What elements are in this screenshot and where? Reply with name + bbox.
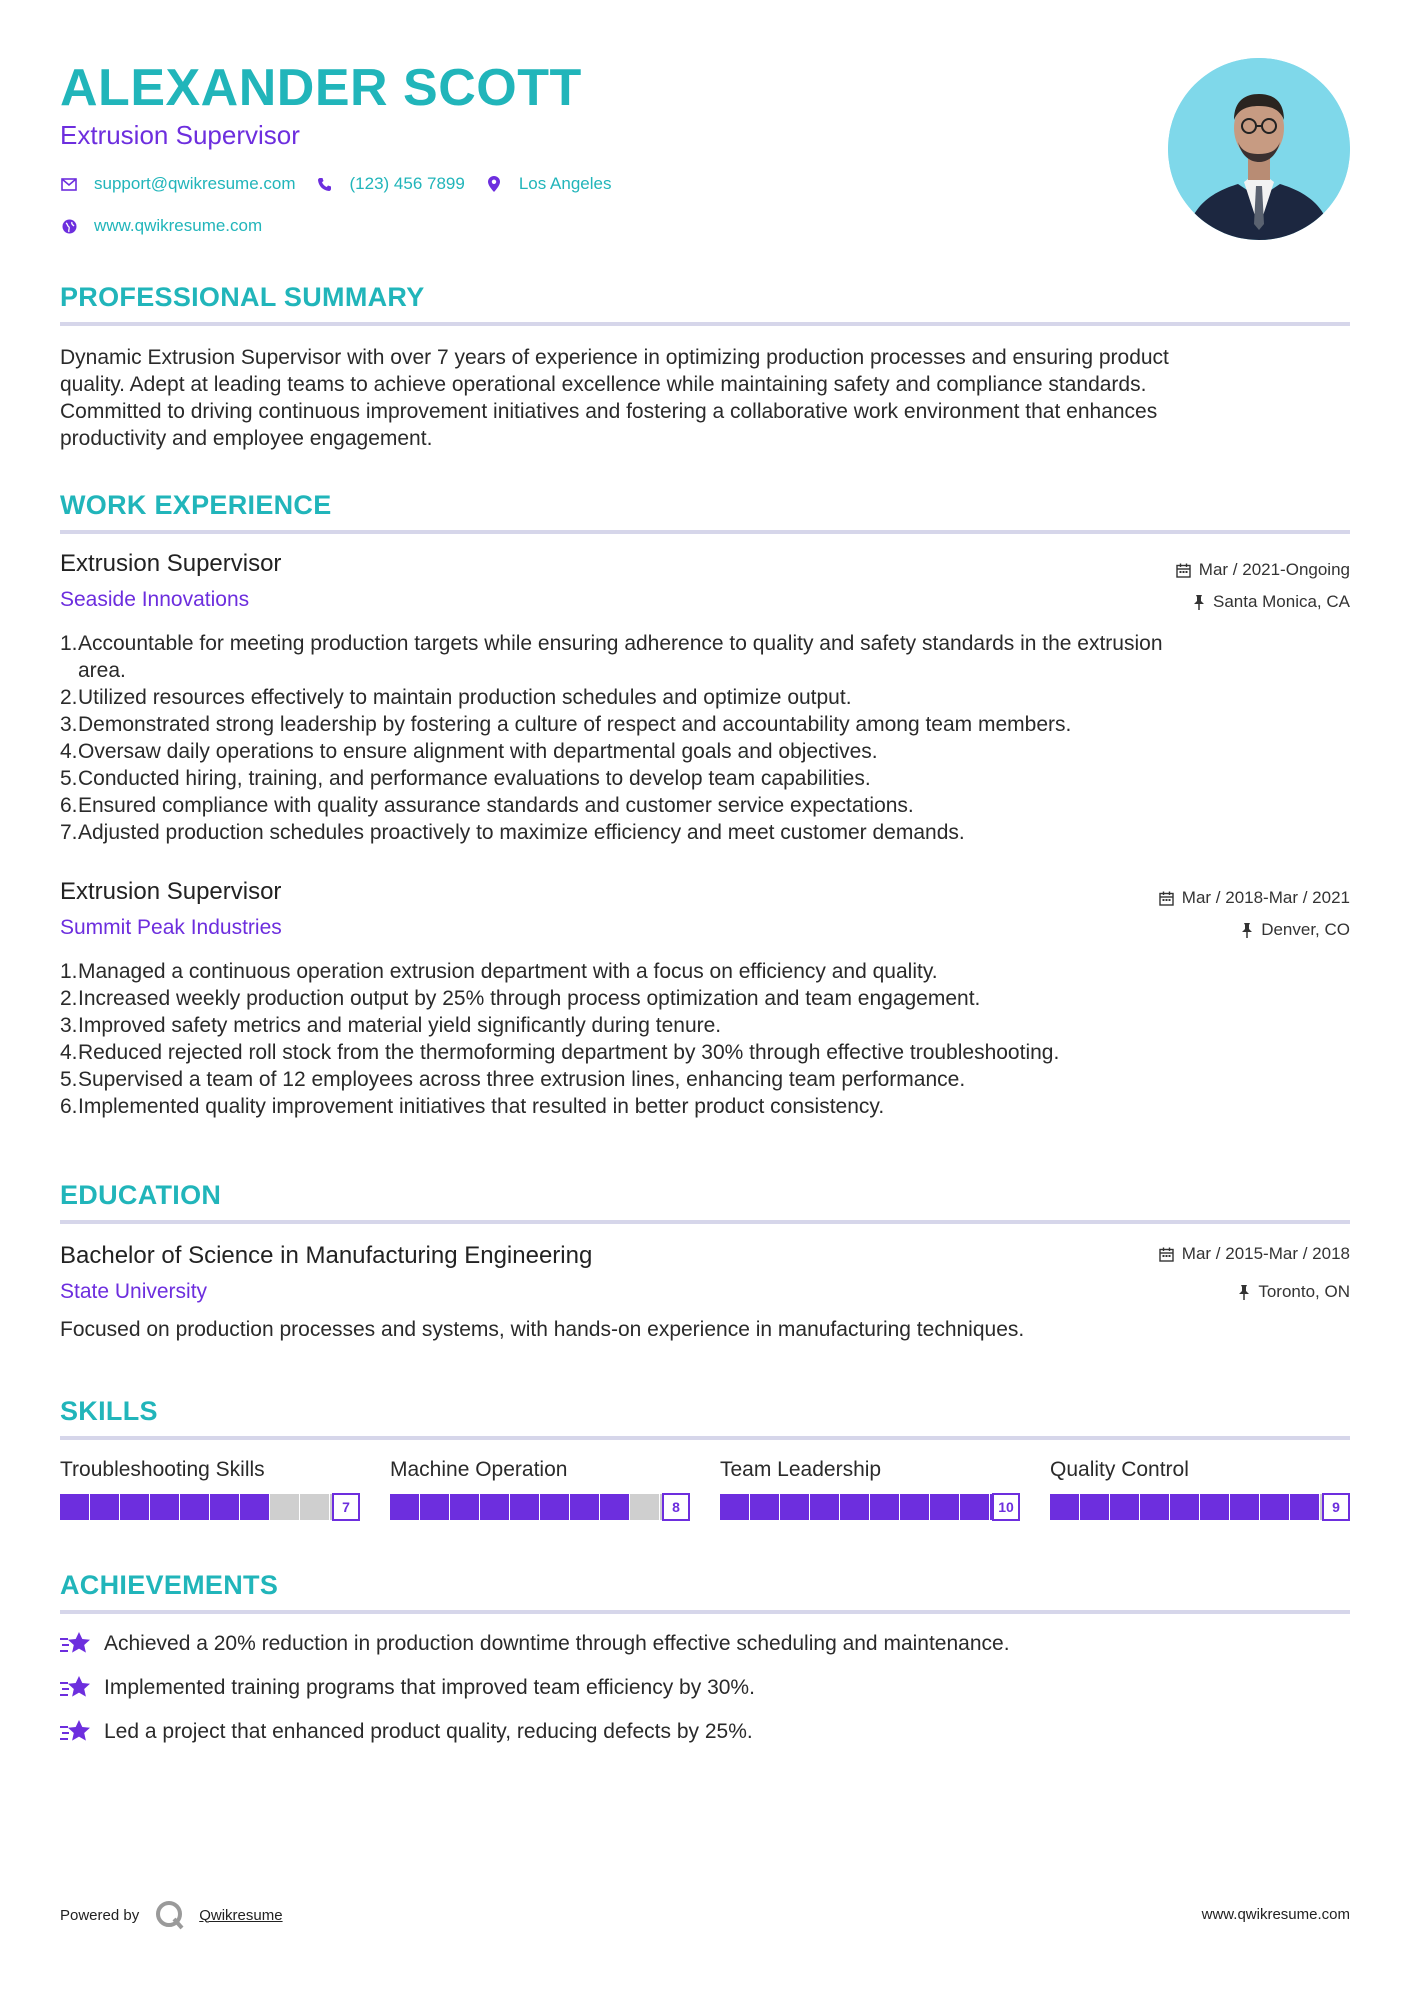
skill-bar — [720, 1494, 1020, 1520]
skill-bar — [60, 1494, 360, 1520]
pushpin-icon — [1193, 595, 1205, 610]
contact-row-secondary — [60, 216, 282, 236]
skill-segment — [1170, 1494, 1199, 1520]
contact-email[interactable]: support@qwikresume.com — [94, 174, 296, 193]
skill-segment — [270, 1494, 299, 1520]
skill-level: 7 — [332, 1493, 360, 1521]
footer-branding — [60, 1900, 283, 1930]
skill-item — [720, 1458, 1020, 1515]
achievement-text: Implemented training programs that improved team efficiency by 30%. — [104, 1676, 755, 1699]
star-icon — [60, 1630, 92, 1658]
education-degree: Bachelor of Science in Manufacturing Engineering — [60, 1242, 593, 1269]
skill-segment — [1200, 1494, 1229, 1520]
achievement-text: Achieved a 20% reduction in production downtime through effective scheduling and maintenance. — [104, 1632, 1010, 1655]
job-company: Seaside Innovations — [60, 588, 250, 611]
job-title: Extrusion Supervisor — [60, 550, 282, 577]
skill-segment — [630, 1494, 659, 1520]
education-description: Focused on production processes and systems, with hands-on experience in manufacturing techniques. — [60, 1318, 1025, 1341]
achievement-item — [60, 1674, 755, 1702]
list-item: 5. Conducted hiring, training, and performance evaluations to develop team capabilities. — [60, 767, 871, 790]
star-icon — [60, 1718, 92, 1746]
skill-segment — [720, 1494, 749, 1520]
skill-segment — [870, 1494, 899, 1520]
skill-item — [1050, 1458, 1350, 1515]
education-location — [1238, 1282, 1350, 1302]
skill-segment — [510, 1494, 539, 1520]
skill-level: 10 — [992, 1493, 1020, 1521]
list-item: 7. Adjusted production schedules proactively to maximize efficiency and meet customer demands. — [60, 821, 965, 844]
job-location — [1241, 920, 1350, 940]
achievements-rule — [60, 1610, 1350, 1614]
contact-location: Los Angeles — [518, 174, 612, 193]
list-item: 1. Managed a continuous operation extrusion department with a focus on efficiency and quality. — [60, 960, 938, 983]
list-item: 6. Ensured compliance with quality assurance standards and customer service expectations. — [60, 794, 914, 817]
skill-segment — [810, 1494, 839, 1520]
candidate-title: Extrusion Supervisor — [60, 120, 300, 150]
job-bullets — [60, 630, 1350, 846]
education-rule — [60, 1220, 1350, 1224]
job-title: Extrusion Supervisor — [60, 878, 282, 905]
skill-segment — [1260, 1494, 1289, 1520]
skill-segment — [300, 1494, 329, 1520]
skill-bar — [390, 1494, 690, 1520]
skill-segment — [750, 1494, 779, 1520]
skill-segment — [960, 1494, 989, 1520]
skill-name: Team Leadership — [720, 1458, 882, 1481]
skill-segment — [1230, 1494, 1259, 1520]
job-dates-text: Mar / 2021-Ongoing — [1198, 560, 1350, 579]
summary-line: quality. Adept at leading teams to achieve operational excellence while maintaining safety and compliance standards. — [60, 373, 1147, 396]
pushpin-icon — [1241, 923, 1253, 938]
job-dates — [1159, 888, 1350, 908]
skill-segment — [930, 1494, 959, 1520]
job-location-text: Santa Monica, CA — [1212, 592, 1350, 611]
education-school: State University — [60, 1280, 208, 1303]
skill-item — [60, 1458, 360, 1515]
skill-segment — [780, 1494, 809, 1520]
skill-segment — [240, 1494, 269, 1520]
skill-segment — [1080, 1494, 1109, 1520]
summary-line: Committed to driving continuous improvement initiatives and fostering a collaborative work environment that enhances — [60, 400, 1158, 423]
job-location-text: Denver, CO — [1261, 920, 1350, 939]
list-item: 4. Oversaw daily operations to ensure alignment with departmental goals and objectives. — [60, 740, 878, 763]
achievement-item — [60, 1718, 753, 1746]
education-heading: EDUCATION — [60, 1180, 222, 1210]
list-item: 3. Demonstrated strong leadership by fostering a culture of respect and accountability among team members. — [60, 713, 1072, 736]
skill-segment — [600, 1494, 629, 1520]
skill-segment — [1050, 1494, 1079, 1520]
skill-segment — [180, 1494, 209, 1520]
candidate-name: ALEXANDER SCOTT — [60, 59, 582, 117]
skill-name: Machine Operation — [390, 1458, 568, 1481]
pushpin-icon — [1238, 1285, 1250, 1300]
summary-text — [60, 344, 1350, 452]
list-item: 6. Implemented quality improvement initiatives that resulted in better product consistency. — [60, 1095, 885, 1118]
education-dates-text: Mar / 2015-Mar / 2018 — [1181, 1244, 1350, 1263]
skill-segment — [390, 1494, 419, 1520]
globe-icon — [60, 217, 78, 235]
skill-segment — [540, 1494, 569, 1520]
summary-line: productivity and employee engagement. — [60, 427, 433, 450]
map-pin-icon — [485, 175, 503, 193]
skill-level: 9 — [1322, 1493, 1350, 1521]
list-item: 3. Improved safety metrics and material yield significantly during tenure. — [60, 1014, 722, 1037]
skill-item — [390, 1458, 690, 1515]
skill-segment — [570, 1494, 599, 1520]
calendar-icon — [1159, 1247, 1174, 1262]
qwikresume-logo-icon — [155, 1900, 185, 1930]
achievements-heading: ACHIEVEMENTS — [60, 1570, 279, 1600]
calendar-icon — [1159, 891, 1174, 906]
job-location — [1193, 592, 1350, 612]
summary-heading: PROFESSIONAL SUMMARY — [60, 282, 425, 312]
skill-segment — [840, 1494, 869, 1520]
contact-phone[interactable]: (123) 456 7899 — [349, 174, 465, 193]
profile-photo — [1168, 58, 1350, 240]
contact-website[interactable]: www.qwikresume.com — [94, 216, 263, 235]
phone-icon — [316, 175, 334, 193]
job-bullets — [60, 958, 1350, 1120]
list-item: 5. Supervised a team of 12 employees across three extrusion lines, enhancing team performance. — [60, 1068, 966, 1091]
skill-name: Troubleshooting Skills — [60, 1458, 265, 1481]
resume-page — [60, 0, 1350, 1990]
summary-rule — [60, 322, 1350, 326]
skill-level: 8 — [662, 1493, 690, 1521]
skills-heading: SKILLS — [60, 1396, 158, 1426]
list-item: 2. Utilized resources effectively to maintain production schedules and optimize output. — [60, 686, 852, 709]
skill-segment — [450, 1494, 479, 1520]
list-item: 2. Increased weekly production output by 25% through process optimization and team engagement. — [60, 987, 981, 1010]
summary-line: Dynamic Extrusion Supervisor with over 7 years of experience in optimizing production processes and ensuring product — [60, 346, 1169, 369]
star-icon — [60, 1674, 92, 1702]
skill-name: Quality Control — [1050, 1458, 1189, 1481]
education-dates — [1159, 1244, 1350, 1264]
achievement-item — [60, 1630, 1010, 1658]
list-item: 4. Reduced rejected roll stock from the thermoforming department by 30% through effective troubleshooting. — [60, 1041, 1060, 1064]
envelope-icon — [60, 175, 78, 193]
skill-segment — [60, 1494, 89, 1520]
skill-segment — [900, 1494, 929, 1520]
skill-segment — [150, 1494, 179, 1520]
skill-segment — [1140, 1494, 1169, 1520]
job-company: Summit Peak Industries — [60, 916, 282, 939]
skill-segment — [480, 1494, 509, 1520]
list-item: 1. Accountable for meeting production targets while ensuring adherence to quality and safety standards in the extrusion area. — [60, 632, 1163, 682]
job-dates — [1176, 560, 1350, 580]
skill-segment — [420, 1494, 449, 1520]
achievement-text: Led a project that enhanced product quality, reducing defects by 25%. — [104, 1720, 753, 1743]
powered-by-label: Powered by — [60, 1906, 140, 1924]
job-dates-text: Mar / 2018-Mar / 2021 — [1181, 888, 1350, 907]
skill-segment — [90, 1494, 119, 1520]
experience-rule — [60, 530, 1350, 534]
calendar-icon — [1176, 563, 1191, 578]
skill-segment — [1290, 1494, 1319, 1520]
skills-list — [60, 1458, 1350, 1528]
brand-link[interactable]: Qwikresume — [199, 1906, 283, 1924]
experience-heading: WORK EXPERIENCE — [60, 490, 332, 520]
skills-rule — [60, 1436, 1350, 1440]
footer-url[interactable]: www.qwikresume.com — [1201, 1906, 1350, 1923]
education-location-text: Toronto, ON — [1258, 1282, 1350, 1301]
skill-segment — [120, 1494, 149, 1520]
skill-segment — [210, 1494, 239, 1520]
skill-segment — [1110, 1494, 1139, 1520]
contact-row-primary — [60, 174, 631, 194]
skill-bar — [1050, 1494, 1350, 1520]
